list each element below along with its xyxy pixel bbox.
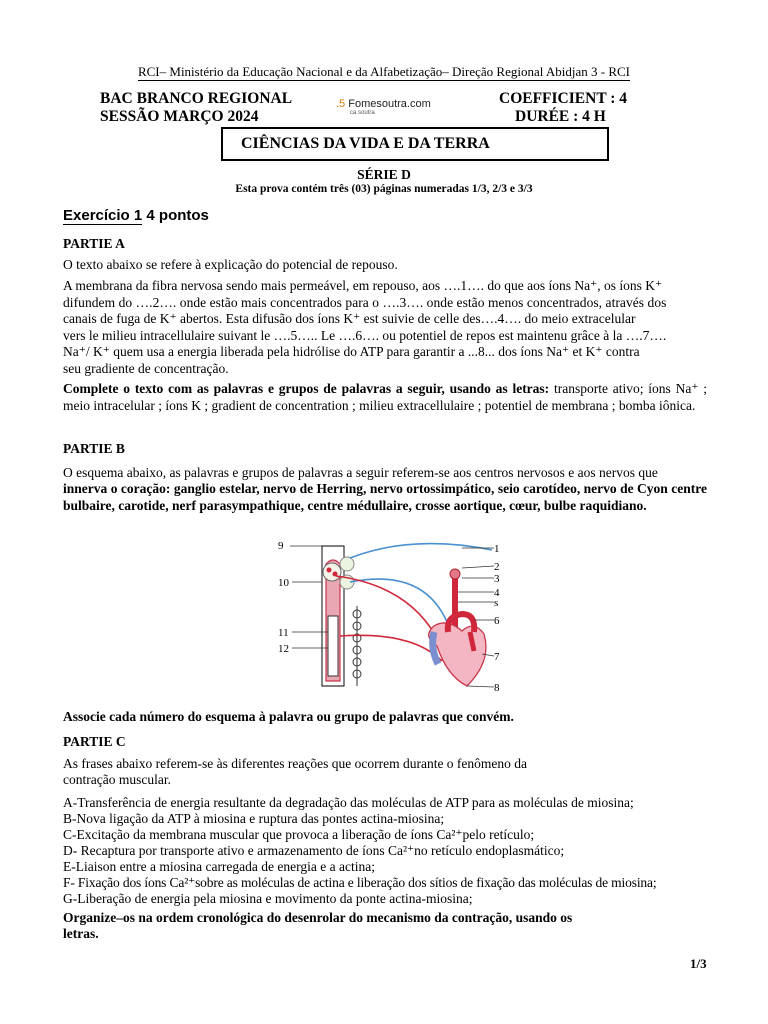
diagram-label: 3 <box>494 573 500 585</box>
parte-a-intro: O texto abaixo se refere à explicação do potencial de repouso. <box>63 257 398 272</box>
leader-line <box>467 686 494 687</box>
logo: .5 Fomesoutra.com ca soutra <box>336 98 431 116</box>
pages-note: Esta prova contém três (03) páginas numeradas 1/3, 2/3 e 3/3 <box>235 183 533 195</box>
parte-c-item-e: E-Liaison entre a miosina carregada de energia e a actina; <box>63 859 375 874</box>
parte-c-instruction: letras. <box>63 926 99 941</box>
parte-a-line: difundem do ….2…. onde estão mais concentrados para o ….3…. onde estão menos concentrados, através dos <box>63 294 667 310</box>
parte-c-heading: PARTIE C <box>63 734 126 749</box>
medullary-center <box>328 616 338 676</box>
parte-a-line: Na⁺/ K⁺ quem usa a energia liberada pela hidrólise do ATP para garantir a ...8... dos íons Na⁺ et K⁺ contra <box>63 344 640 359</box>
coefficient: COEFFICIENT : 4 <box>499 90 628 107</box>
parte-a-line: canais de fuga de K⁺ abertos. Esta difusão dos íons K⁺ est suivie de celle des….4…. do meio extracelular <box>63 311 636 326</box>
diagram-label: 1 <box>494 543 500 555</box>
heart-innervation-diagram <box>262 536 522 696</box>
diagram-label: 10 <box>278 577 289 589</box>
parte-c-intro: contração muscular. <box>63 772 171 787</box>
exam-session: SESSÃO MARÇO 2024 <box>100 108 259 125</box>
exam-name: BAC BRANCO REGIONAL <box>100 90 293 107</box>
serie: SÉRIE D <box>357 167 411 182</box>
parte-c-item-c: C-Excitação da membrana muscular que provoca a liberação de íons Ca²⁺pelo retículo; <box>63 827 535 842</box>
diagram-label: 6 <box>494 615 500 627</box>
parte-c-item-f: F- Fixação dos íons Ca²⁺sobre as moléculas de actina e liberação dos sítios de fixação das moléculas de miosina; <box>63 875 657 890</box>
parte-a-instruction: Complete o texto com as palavras e grupos de palavras a seguir, usando as letras: transporte ativo; íons Na⁺ ; meio intracelular ; íons K ; gradient de concentration ; milieu extracellulaire ; potentiel de membrana ; bomba iônica. <box>63 381 707 413</box>
carotid-sinus <box>450 569 460 579</box>
diagram-label: 7 <box>494 651 500 663</box>
parte-c-instruction: Organize–os na ordem cronológica do desenrolar do mecanismo da contração, usando os <box>63 910 573 925</box>
subject-box <box>221 127 609 161</box>
subject-title: CIÊNCIAS DA VIDA E DA TERRA <box>241 135 490 152</box>
leader-line <box>462 566 494 568</box>
exercise-title: Exercício 1 4 pontos <box>63 207 209 224</box>
parte-b-instruction: Associe cada número do esquema à palavra ou grupo de palavras que convém. <box>63 709 514 724</box>
duration: DURÉE : 4 H <box>515 108 606 125</box>
parte-c-item-d: D- Recaptura por transporte ativo e armazenamento de íons Ca²⁺no retículo endoplasmático; <box>63 843 565 858</box>
bulb-dot <box>327 568 332 573</box>
cyon-nerve <box>350 544 492 558</box>
parte-b-intro: O esquema abaixo, as palavras e grupos de palavras a seguir referem-se aos centros nervosos e aos nervos que <box>63 465 658 480</box>
parte-a-line: seu gradiente de concentração. <box>63 360 229 376</box>
ministry-line: RCI– Ministério da Educação Nacional e da Alfabetização– Direção Regional Abidjan 3 - RCI <box>137 64 631 79</box>
parte-b-words: innerva o coração: ganglio estelar, nervo de Herring, nervo ortossimpático, seio carotídeo, nervo de Cyon centre bulbaire, carotide, nerf parasympathique, centre médullaire, crosse aortique, cœur, bulbe raquidiano. <box>63 481 707 513</box>
diagram-label: 8 <box>494 682 500 694</box>
parte-c-item-g: G-Liberação de energia pela miosina e movimento da ponte actina-miosina; <box>63 891 473 906</box>
bulb-center <box>323 563 341 581</box>
diagram-label: 11 <box>278 627 289 639</box>
diagram-label: 4 <box>494 587 500 599</box>
page-number: 1/3 <box>690 956 707 971</box>
parte-a-line: A membrana da fibra nervosa sendo mais permeável, em repouso, aos ….1…. do que aos íons Na⁺, os íons K⁺ <box>63 278 663 293</box>
parte-c-item-b: B-Nova ligação da ATP à miosina e ruptura das pontes actina-miosina; <box>63 811 445 826</box>
parte-c-intro: As frases abaixo referem-se às diferentes reações que ocorrem durante o fenômeno da <box>63 756 528 771</box>
diagram-label: 12 <box>278 643 289 655</box>
parte-b-heading: PARTIE B <box>63 441 125 456</box>
parte-c-item-a: A-Transferência de energia resultante da degradação das moléculas de ATP para as moléculas de miosina; <box>63 795 634 810</box>
diagram-label: s <box>494 597 499 609</box>
diagram-label: 2 <box>494 561 500 573</box>
ganglion-upper <box>340 557 354 571</box>
diagram-label: 9 <box>278 540 284 552</box>
parte-a-heading: PARTIE A <box>63 236 125 251</box>
parte-a-line: vers le milieu intracellulaire suivant le ….5….. Le ….6…. ou potentiel de repos est maintenu grâce à la ….7…. <box>63 327 667 343</box>
orthosympathetic-nerve <box>340 635 442 661</box>
